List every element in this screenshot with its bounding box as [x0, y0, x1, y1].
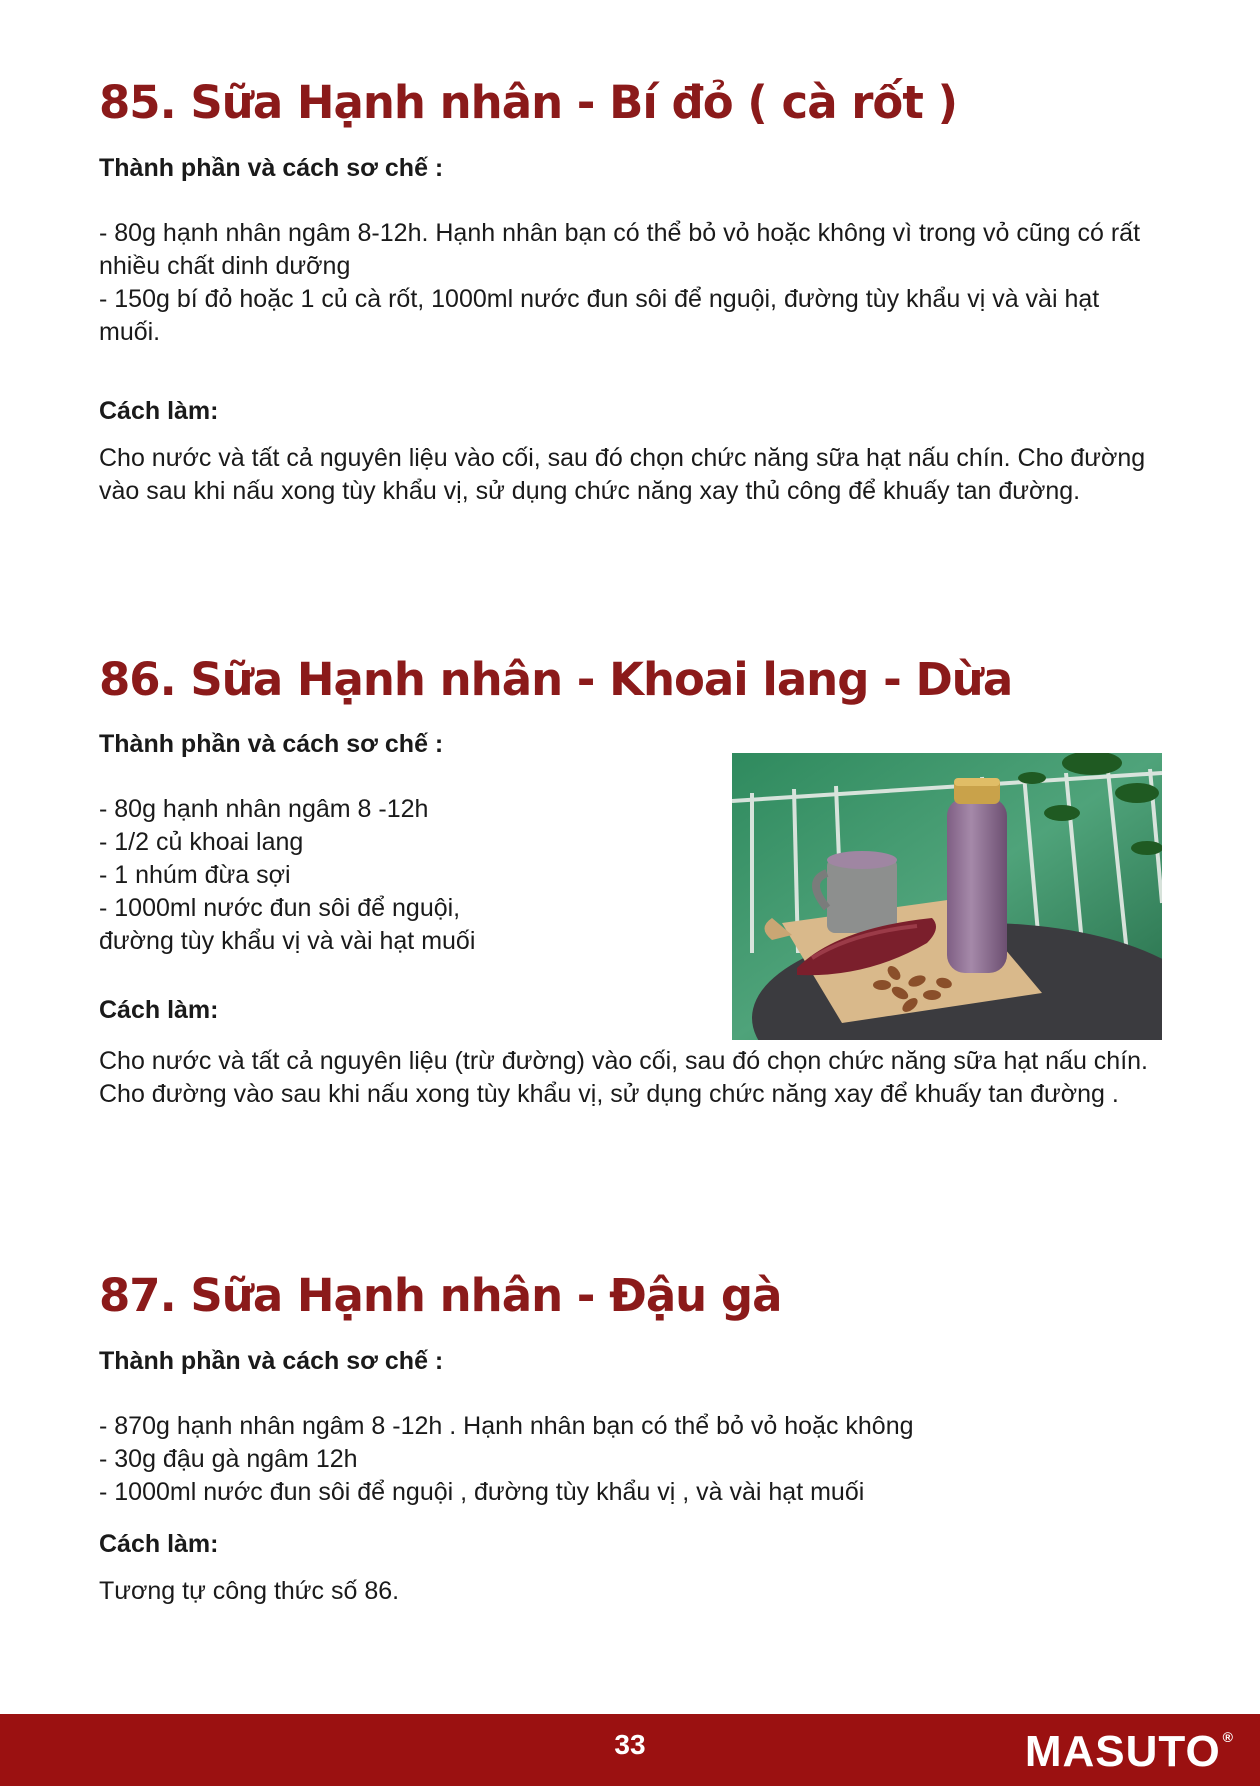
- ingredient-line: - 30g đậu gà ngâm 12h: [99, 1444, 358, 1473]
- recipe-title: 85. Sữa Hạnh nhân - Bí đỏ ( cà rốt ): [99, 76, 958, 129]
- page-footer: [0, 1714, 1260, 1786]
- method-label: Cách làm:: [99, 1529, 219, 1558]
- recipe-title: 87. Sữa Hạnh nhân - Đậu gà: [99, 1269, 782, 1322]
- recipe-85: [99, 78, 1176, 508]
- brand-name: MASUTO: [1024, 1727, 1221, 1776]
- ingredients-label: Thành phần và cách sơ chế :: [99, 729, 444, 758]
- recipe-photo: [732, 753, 1162, 1040]
- recipe-87: [99, 1271, 1176, 1608]
- ingredient-line: - 870g hạnh nhân ngâm 8 -12h . Hạnh nhân bạn có thể bỏ vỏ hoặc không: [99, 1411, 914, 1440]
- brand-logo: [1025, 1728, 1234, 1776]
- page-number: 33: [614, 1729, 646, 1760]
- registered-mark: ®: [1222, 1729, 1234, 1745]
- ingredients-list: [99, 793, 699, 958]
- ingredient-line: - 1000ml nước đun sôi để nguội,: [99, 893, 461, 922]
- ingredient-line: - 1000ml nước đun sôi để nguội , đường tùy khẩu vị , và vài hạt muối: [99, 1477, 865, 1506]
- recipe-title: 86. Sữa Hạnh nhân - Khoai lang - Dừa: [99, 653, 1013, 706]
- ingredient-line: - 1/2 củ khoai lang: [99, 827, 304, 856]
- ingredient-line: - 80g hạnh nhân ngâm 8 -12h: [99, 794, 429, 823]
- ingredient-line: - 80g hạnh nhân ngâm 8-12h. Hạnh nhân bạn có thể bỏ vỏ hoặc không vì trong vỏ cũng có rất nhiều chất dinh dưỡng: [99, 218, 1141, 280]
- ingredient-line: - 1 nhúm đừa sợi: [99, 860, 291, 889]
- ingredient-line: đường tùy khẩu vị và vài hạt muối: [99, 926, 476, 955]
- ingredients-label: Thành phần và cách sơ chế :: [99, 1346, 444, 1375]
- method-label: Cách làm:: [99, 396, 219, 425]
- method-text: Cho nước và tất cả nguyên liệu vào cối, sau đó chọn chức năng sữa hạt nấu chín. Cho đường vào sau khi nấu xong tùy khẩu vị, sử dụng chức năng xay thủ công để khuấy tan đường.: [99, 443, 1146, 505]
- ingredients-label: Thành phần và cách sơ chế :: [99, 153, 444, 182]
- milk-bottle-photo-illustration: [732, 753, 1162, 1040]
- method-label: Cách làm:: [99, 995, 219, 1024]
- ingredients-list: [99, 217, 1159, 349]
- method-text: Tương tự công thức số 86.: [99, 1576, 400, 1605]
- method-text: Cho nước và tất cả nguyên liệu (trừ đường) vào cối, sau đó chọn chức năng sữa hạt nấu chín. Cho đường vào sau khi nấu xong tùy khẩu vị, sử dụng chức năng xay để khuấy tan đường .: [99, 1046, 1148, 1108]
- ingredients-list: [99, 1410, 1159, 1509]
- ingredient-line: - 150g bí đỏ hoặc 1 củ cà rốt, 1000ml nước đun sôi để nguội, đường tùy khẩu vị và vài hạt muối.: [99, 284, 1100, 346]
